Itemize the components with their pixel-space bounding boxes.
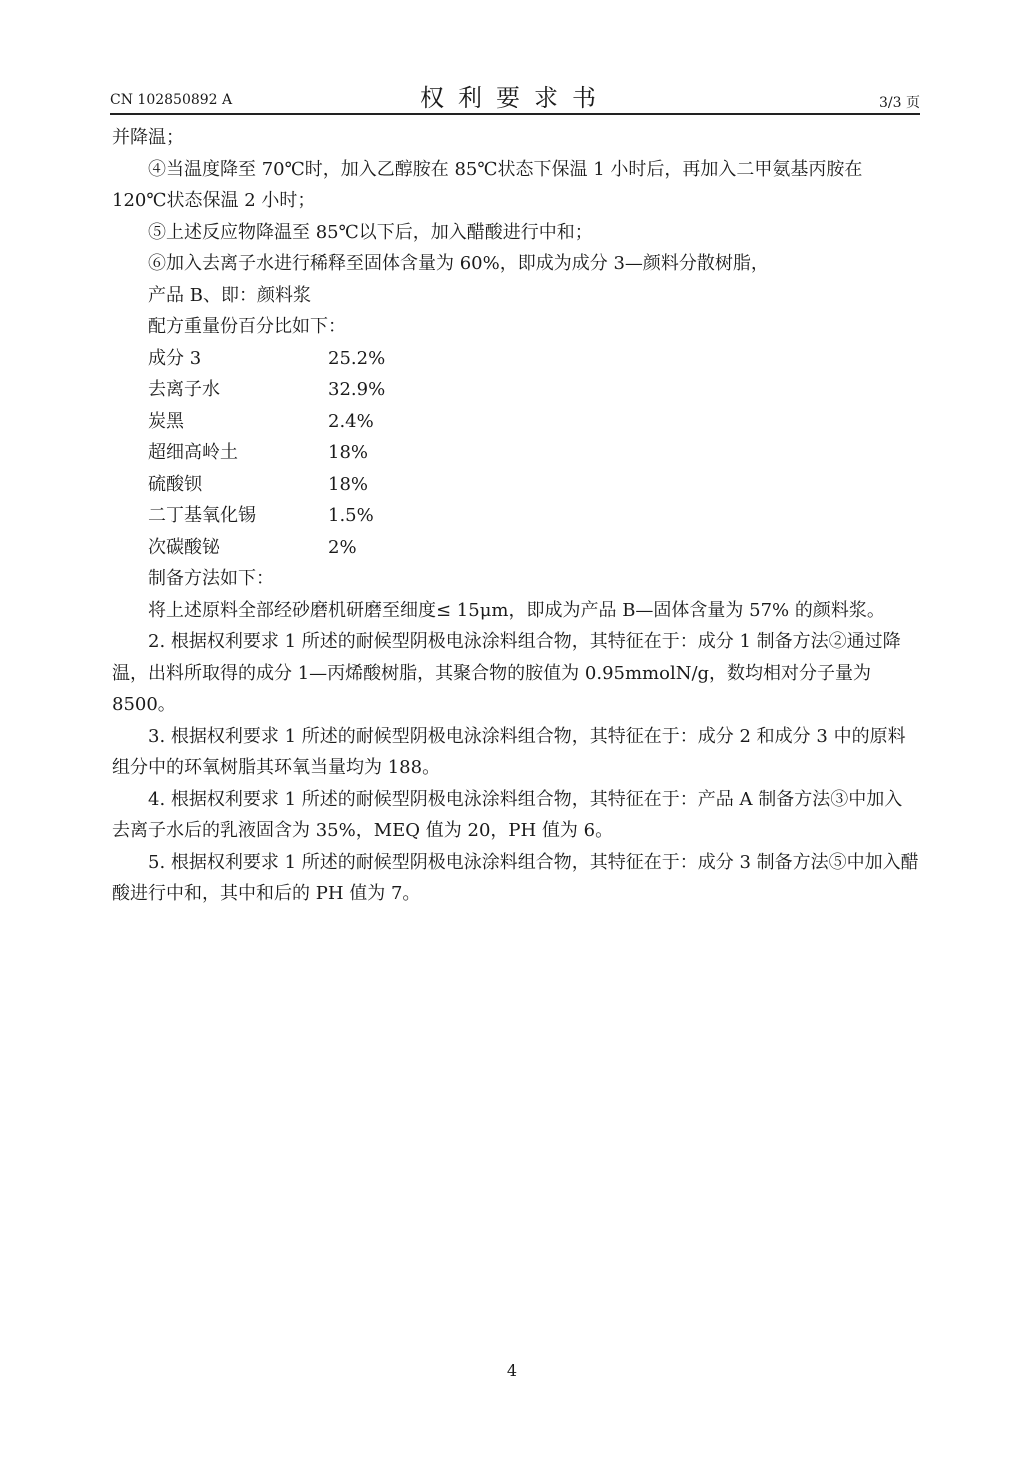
ingredient-name: 硫酸钡 (148, 473, 202, 495)
paragraph: 并降温； (112, 127, 184, 148)
claim-paragraph: 3. 根据权利要求 1 所述的耐候型阴极电泳涂料组合物，其特征在于：成分 2 和成分 3 中的原料组分中的环氧树脂其环氧当量均为 188。 (112, 725, 906, 778)
formula-row (112, 532, 920, 564)
document-number: CN 102850892 A (110, 92, 233, 108)
formula-table (112, 343, 920, 564)
paragraph: ④当温度降至 70℃时，加入乙醇胺在 85℃状态下保温 1 小时后，再加入二甲氨基丙胺在 120℃状态保温 2 小时； (112, 158, 863, 211)
page-header (110, 78, 920, 114)
page-title: 权利要求书 (420, 84, 610, 112)
ingredient-percent: 18% (328, 442, 369, 463)
formula-row (112, 374, 920, 406)
method-text: 将上述原料全部经砂磨机研磨至细度≤ 15μm，即成为产品 B—固体含量为 57% 的颜料浆。 (148, 599, 885, 621)
method-title: 制备方法如下： (148, 568, 274, 589)
paragraph: 产品 B、即：颜料浆 (148, 284, 311, 306)
ingredient-percent: 32.9% (328, 379, 386, 400)
paragraph: 配方重量份百分比如下： (148, 316, 346, 337)
formula-row (112, 406, 920, 438)
formula-row (112, 500, 920, 532)
ingredient-name: 二丁基氧化锡 (148, 505, 256, 526)
ingredient-percent: 18% (328, 473, 369, 495)
formula-row (112, 343, 920, 375)
ingredient-percent: 2.4% (328, 410, 374, 432)
formula-row (112, 437, 920, 469)
formula-row (112, 469, 920, 501)
claim-paragraph: 5. 根据权利要求 1 所述的耐候型阴极电泳涂料组合物，其特征在于：成分 3 制备方法⑤中加入醋酸进行中和，其中和后的 PH 值为 7。 (112, 851, 919, 904)
ingredient-name: 炭黑 (148, 410, 184, 432)
ingredient-name: 成分 3 (148, 347, 202, 369)
ingredient-percent: 1.5% (328, 505, 374, 526)
header-rule (110, 113, 920, 115)
ingredient-name: 超细高岭土 (148, 442, 238, 463)
document-body (112, 122, 920, 910)
paragraph: ⑤上述反应物降温至 85℃以下后，加入醋酸进行中和； (148, 221, 593, 243)
ingredient-percent: 2% (328, 536, 357, 558)
page-indicator: 3/3 页 (879, 95, 920, 111)
ingredient-percent: 25.2% (328, 347, 386, 369)
ingredient-name: 去离子水 (148, 379, 220, 400)
paragraph: ⑥加入去离子水进行稀释至固体含量为 60%，即成为成分 3—颜料分散树脂， (148, 253, 769, 274)
claim-paragraph: 2. 根据权利要求 1 所述的耐候型阴极电泳涂料组合物，其特征在于：成分 1 制备方法②通过降温，出料所取得的成分 1—丙烯酸树脂，其聚合物的胺值为 0.95mmolN/g，数均相对分子量为 8500。 (112, 631, 901, 715)
ingredient-name: 次碳酸铋 (148, 536, 220, 558)
page-number: 4 (506, 1361, 518, 1380)
claim-paragraph: 4. 根据权利要求 1 所述的耐候型阴极电泳涂料组合物，其特征在于：产品 A 制备方法③中加入去离子水后的乳液固含为 35%，MEQ 值为 20，PH 值为 6。 (112, 788, 903, 841)
